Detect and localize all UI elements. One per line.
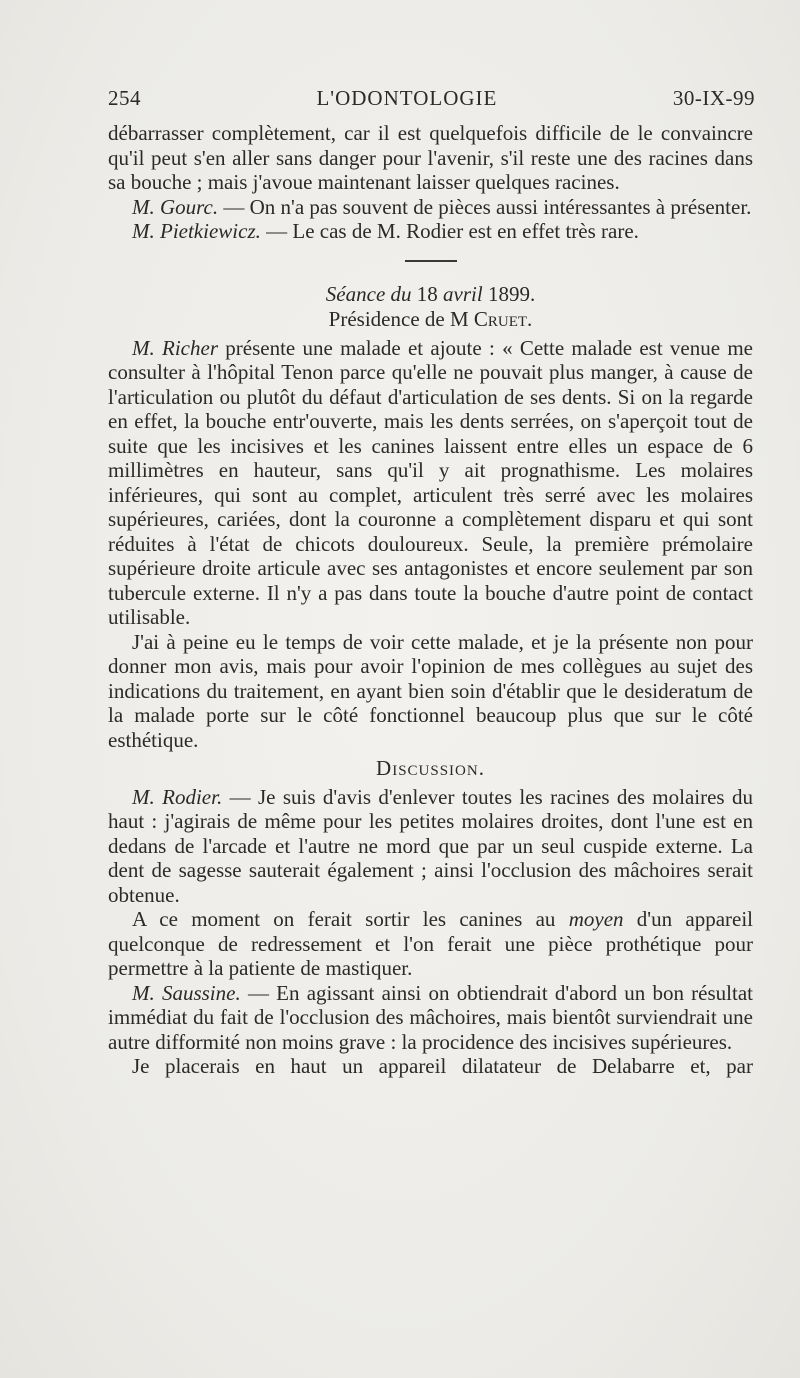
- seance-day: 18: [416, 281, 438, 306]
- paragraph-gourc: [108, 195, 753, 220]
- page-number: 254: [108, 86, 141, 110]
- section-divider: [405, 260, 457, 262]
- discussion-heading: Discussion.: [376, 756, 485, 780]
- president-name: Cruet.: [473, 307, 533, 331]
- seance-heading: [108, 282, 753, 307]
- speaker-name: M. Rodier.: [132, 784, 223, 809]
- paragraph-text: — En agissant ainsi on obtiendrait d'abord un bon résultat immédiat du fait de l'occlusion des mâchoires, mais bientôt surviendrait une autre difformité non moins grave : la procidence des incisives supérieures.: [108, 980, 753, 1054]
- page-header: [108, 86, 755, 116]
- paragraph-saussine: [108, 981, 753, 1055]
- speaker-name: M. Saussine.: [132, 980, 241, 1005]
- speaker-name: M. Pietkiewicz.: [132, 219, 261, 243]
- paragraph-saussine-continued: Je placerais en haut un appareil dilatateur de Delabarre et, par: [132, 1054, 753, 1078]
- speaker-name: M. Gourc.: [132, 194, 219, 219]
- body-text: [108, 121, 753, 1079]
- speaker-name: M. Richer: [132, 335, 218, 360]
- paragraph-rodier: [108, 785, 753, 908]
- paragraph-text: — Je suis d'avis d'enlever toutes les racines des molaires du haut : j'agirais de même pour les petites molaires droites, dont l'une est en dedans de l'arcade et l'autre ne mord que par un seul cuspide externe. La dent de sagesse sauterait également ; ainsi l'occlusion des mâchoires serait obtenue.: [108, 784, 753, 907]
- paragraph-text: — On n'a pas souvent de pièces aussi intéressantes à présenter.: [218, 194, 752, 219]
- paragraph-text: — Le cas de M. Rodier est en effet très rare.: [260, 219, 639, 243]
- paragraph-text: d'un appareil quelconque de redressement et l'on ferait une pièce prothétique pour permettre à la patiente de mastiquer.: [108, 907, 753, 980]
- presidence-heading: [108, 307, 753, 332]
- issue-date: 30-IX-99: [672, 86, 755, 110]
- seance-year: 1899.: [487, 281, 536, 306]
- paragraph-continuation: débarrasser complètement, car il est quelquefois difficile de le convaincre qu'il peut s'en aller sans danger pour l'avenir, s'il reste une des racines dans sa bouche ; mais j'avoue maintenant laisser quelques racines.: [108, 121, 753, 194]
- presidence-label: Présidence de M: [328, 307, 469, 331]
- paragraph-pietkiewicz: [108, 219, 753, 244]
- paragraph-richer-continued: J'ai à peine eu le temps de voir cette malade, et je la présente non pour donner mon avis, mais pour avoir l'opinion de mes collègues au sujet des indications du traitement, en ayant bien soin d'établir que le desideratum de la malade porte sur le côté fonctionnel beaucoup plus que sur le côté esthétique.: [108, 629, 753, 752]
- paragraph-text: présente une malade et ajoute : « Cette malade est venue me consulter à l'hôpital Tenon parce qu'elle ne pouvait plus manger, à cause de l'articulation ou plutôt du défaut d'articulation de ses dents. Si on la regarde en effet, la bouche entr'ouverte, mais les dents serrées, on s'aperçoit tout de suite que les incisives et les canines laissent entre elles un espace de 6 millimètres en hauteur, sans qu'il y ait prognathisme. Les molaires inférieures, qui sont au complet, articulent très serré avec les molaires supérieures, cariées, dont la couronne a complètement disparu et qui sont réduites à l'état de chicots douloureux. Seule, la première prémolaire supérieure droite articule avec ses antagonistes et encore seulement par son tubercule externe. Il n'y a pas dans toute la bouche d'autre point de contact utilisable.: [108, 335, 753, 629]
- paragraph-richer: [108, 336, 753, 630]
- paragraph-text: A ce moment on ferait sortir les canines au: [132, 907, 569, 931]
- running-title: L'ODONTOLOGIE: [316, 86, 498, 110]
- seance-label: Séance du: [325, 281, 412, 306]
- paragraph-rodier-continued: [108, 907, 753, 981]
- seance-month: avril: [443, 281, 483, 306]
- italic-word: moyen: [568, 907, 624, 931]
